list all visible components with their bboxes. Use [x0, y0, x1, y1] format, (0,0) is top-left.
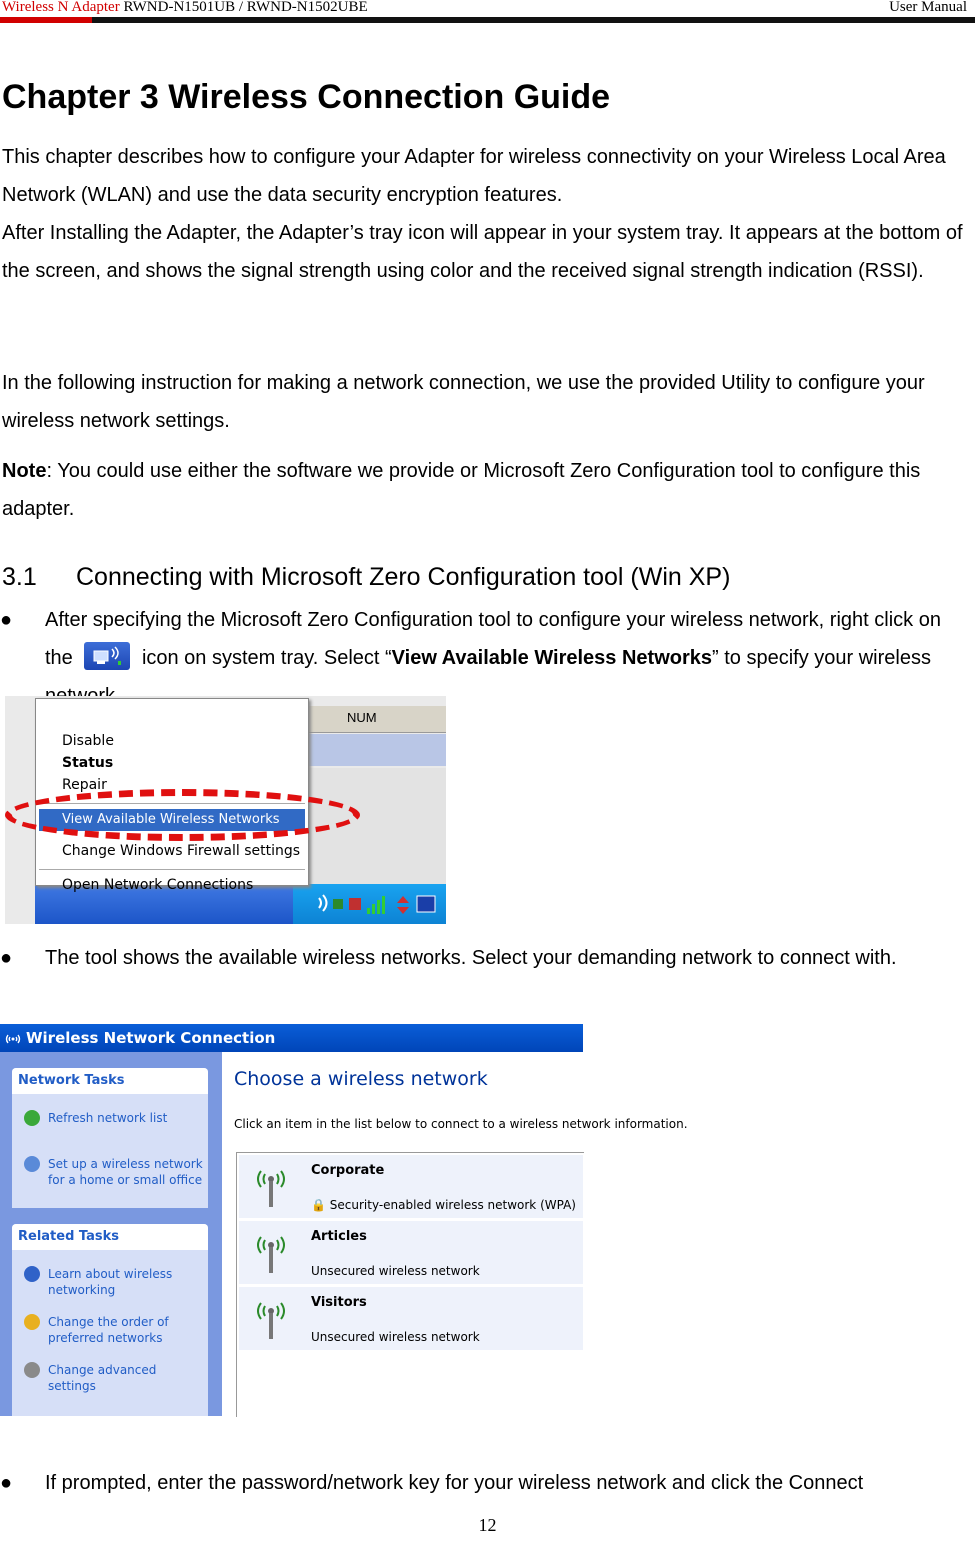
wireless-network-connection-screenshot — [0, 1024, 688, 1416]
menu-separator — [39, 869, 305, 870]
header-product — [2, 0, 368, 16]
system-tray — [293, 884, 446, 924]
section-title: Connecting with Microsoft Zero Configuration tool (Win XP) — [76, 563, 731, 591]
tray-icons — [293, 884, 446, 924]
antenna-icon — [251, 1163, 291, 1213]
network-tasks-header: Network Tasks — [12, 1068, 208, 1094]
intro-paragraph-2: After Installing the Adapter, the Adapter’s tray icon will appear in your system tray. It appears at the bottom of the screen, and shows the signal strength using color and the received signal strength indication (RSSI). — [2, 222, 963, 282]
wireless-setup-icon — [24, 1156, 40, 1172]
bullet-1: ● — [0, 609, 13, 631]
intro-paragraph-3: In the following instruction for making a network connection, we use the provided Utility to configure your wireless network settings. — [2, 372, 925, 432]
network-item-visitors[interactable] — [239, 1287, 583, 1350]
num-lock-indicator: NUM — [347, 710, 377, 725]
related-tasks-panel — [12, 1224, 208, 1416]
note-label: Note — [2, 460, 47, 482]
network-security-label: Unsecured wireless network — [311, 1264, 480, 1278]
header-brand: Wireless N Adapter — [2, 0, 120, 15]
lock-icon: 🔒 — [311, 1198, 326, 1212]
choose-network-instructions: Click an item in the list below to connect to a wireless network information. — [234, 1117, 688, 1131]
section-number: 3.1 — [2, 563, 37, 591]
menu-item-open-connections[interactable]: Open Network Connections — [62, 877, 254, 893]
header-model: RWND-N1501UB / RWND-N1502UBE — [123, 0, 368, 15]
antenna-icon — [251, 1295, 291, 1345]
wireless-tray-icon — [84, 642, 130, 670]
step-1-bold: View Available Wireless Networks — [391, 647, 712, 669]
note-text: : You could use either the software we provide or Microsoft Zero Configuration tool to configure this adapter. — [2, 460, 921, 520]
task-setup-wireless-network[interactable]: Set up a wireless network for a home or small office — [48, 1157, 203, 1187]
network-ssid: Corporate — [311, 1163, 385, 1178]
window-titlebar — [0, 1024, 583, 1052]
network-ssid: Visitors — [311, 1295, 367, 1310]
task-change-advanced-settings[interactable]: Change advanced settings — [48, 1363, 157, 1393]
task-learn-wireless[interactable]: Learn about wireless networking — [48, 1267, 173, 1297]
window-background — [305, 734, 446, 766]
page-number: 12 — [478, 1515, 497, 1535]
antenna-icon — [251, 1229, 291, 1279]
network-list-pane — [222, 1052, 688, 1416]
menu-item-status[interactable]: Status — [62, 755, 114, 771]
network-tasks-panel — [12, 1068, 208, 1208]
task-pane — [0, 1052, 222, 1416]
wireless-icon — [4, 1029, 22, 1047]
menu-item-firewall[interactable]: Change Windows Firewall settings — [62, 843, 301, 859]
choose-network-heading: Choose a wireless network — [234, 1068, 488, 1090]
chapter-title: Chapter 3 Wireless Connection Guide — [2, 78, 611, 116]
window-title: Wireless Network Connection — [26, 1029, 276, 1047]
network-item-corporate[interactable] — [239, 1155, 583, 1218]
note-paragraph — [2, 452, 972, 528]
step-2-text: The tool shows the available wireless networks. Select your demanding network to connect with. — [45, 947, 897, 969]
tray-menu-screenshot — [5, 696, 446, 924]
menu-item-repair[interactable]: Repair — [62, 777, 107, 793]
page-header — [0, 0, 975, 26]
highlight-ellipse — [5, 789, 360, 841]
intro-paragraph-1: This chapter describes how to configure your Adapter for wireless connectivity on your Wireless Local Area Network (WLAN) and use the data security encryption features. — [2, 146, 946, 206]
header-manual-label: User Manual — [889, 0, 967, 15]
network-item-articles[interactable] — [239, 1221, 583, 1284]
step-3-text: If prompted, enter the password/network key for your wireless network and click the Connect — [45, 1472, 864, 1494]
task-refresh-network-list[interactable]: Refresh network list — [48, 1111, 168, 1125]
bullet-3: ● — [0, 1472, 13, 1494]
refresh-icon — [24, 1110, 40, 1126]
menu-item-view-networks-label: View Available Wireless Networks — [62, 812, 280, 827]
section-heading — [2, 563, 730, 592]
settings-icon — [24, 1362, 40, 1378]
step-1-after: ” to specify your wireless — [712, 647, 931, 669]
menu-item-disable[interactable]: Disable — [62, 733, 114, 749]
star-icon — [24, 1314, 40, 1330]
header-accent — [0, 17, 92, 23]
step-1-before: After specifying the Microsoft Zero Configuration tool to configure your wireless network, right click on the — [45, 609, 941, 669]
step-1-mid: icon on system tray. Select “ — [141, 647, 392, 669]
bullet-2: ● — [0, 947, 13, 969]
related-tasks-header: Related Tasks — [12, 1224, 208, 1250]
info-icon — [24, 1266, 40, 1282]
network-security — [311, 1198, 576, 1212]
network-security-label: Security-enabled wireless network (WPA) — [329, 1198, 576, 1212]
task-change-order[interactable]: Change the order of preferred networks — [48, 1315, 169, 1345]
header-divider — [0, 17, 975, 23]
network-list — [236, 1152, 584, 1417]
network-security-label: Unsecured wireless network — [311, 1330, 480, 1344]
network-ssid: Articles — [311, 1229, 367, 1244]
